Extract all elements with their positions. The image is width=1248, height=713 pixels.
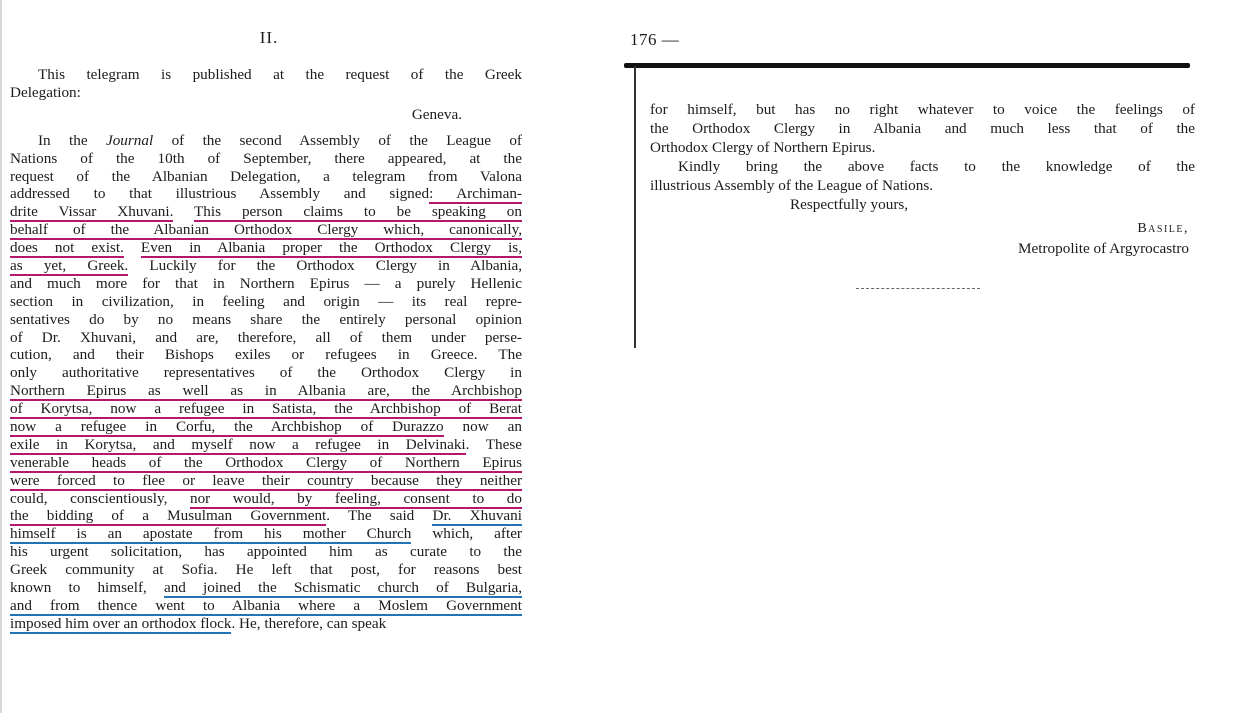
underlined-passage: the bidding of a Musulman Government <box>10 507 327 525</box>
body-line <box>10 382 522 400</box>
body-line: section in civilization, in feeling and origin — its real repre- <box>10 292 522 310</box>
underlined-passage: nor would, by feeling, consent to do <box>189 489 522 507</box>
place-line: Geneva. <box>411 105 462 123</box>
body-line <box>10 472 522 490</box>
body-line: Nations of the 10th of September, there appeared, at the <box>10 149 522 167</box>
body-line: Greek community at Sofia. He left that post, for reasons best <box>10 561 522 579</box>
body-line <box>10 185 522 203</box>
underlined-passage: imposed him over an orthodox flock <box>10 614 232 632</box>
underlined-passage: drite Vissar Xhuvani. <box>10 203 174 221</box>
body-text <box>173 203 194 220</box>
continuation-line: for himself, but has no right whatever to voice the feelings of <box>650 101 1195 118</box>
underlined-passage: : Archiman- <box>429 185 522 203</box>
underlined-passage: Even in Albania proper the Orthodox Clergy is, <box>140 239 522 257</box>
body-line <box>10 400 522 418</box>
request-line: Kindly bring the above facts to the knowledge of the <box>678 158 1195 175</box>
body-line <box>10 615 522 633</box>
underlined-passage: Northern Epirus as well as in Albania are, the Archbishop <box>10 382 522 400</box>
column-rule <box>634 66 636 348</box>
left-column <box>10 28 522 633</box>
underlined-passage: Dr. Xhuvani <box>432 507 522 525</box>
body-line: his urgent solicitation, has appointed him as curate to the <box>10 543 522 561</box>
closing-dash-rule <box>856 288 980 289</box>
body-line <box>10 490 522 508</box>
page-edge <box>0 0 2 713</box>
signature-name: Basile, <box>1137 221 1189 236</box>
signature-title: Metropolite of Argyrocastro <box>1018 240 1189 257</box>
request-line: illustrious Assembly of the League of Nations. <box>650 177 934 194</box>
body-text: known to himself, <box>10 579 164 597</box>
underlined-passage: himself is an apostate from his mother Church <box>10 525 412 543</box>
body-line <box>10 436 522 454</box>
right-column <box>630 30 1196 257</box>
page-number: 176 — <box>630 30 680 49</box>
body-line <box>10 203 522 221</box>
underlined-passage: venerable heads of the Orthodox Clergy of Northern Epirus <box>10 453 522 471</box>
body-line <box>10 579 522 597</box>
continuation-line: Orthodox Clergy of Northern Epirus. <box>650 139 876 156</box>
body-text: . These <box>465 435 522 453</box>
underlined-passage: as yet, Greek. <box>10 257 129 275</box>
telegram-body <box>10 132 522 633</box>
body-line: and much more for that in Northern Epirus — a purely Hellenic <box>10 274 522 292</box>
underlined-passage: and joined the Schismatic church of Bulgaria, <box>163 579 522 597</box>
body-text: of the second Assembly of the League of <box>153 131 522 149</box>
continuation-text <box>650 100 1195 258</box>
body-line: cution, and their Bishops exiles or refugees in Greece. The <box>10 346 522 364</box>
underlined-passage: exile in Korytsa, and myself now a refugee in Delvinaki <box>10 435 466 453</box>
body-line: of Dr. Xhuvani, and are, therefore, all of them under perse- <box>10 328 522 346</box>
body-text: which, after <box>411 525 522 543</box>
journal-title: Journal <box>105 131 154 149</box>
body-line: sentatives do by no means share the entirely personal opinion <box>10 310 522 328</box>
section-title: II. <box>259 28 279 47</box>
body-line <box>10 239 522 257</box>
body-line <box>10 525 522 543</box>
body-text: could, conscientiously, <box>10 489 190 507</box>
underlined-passage: and from thence went to Albania where a Moslem Government <box>10 596 522 614</box>
body-line <box>10 418 522 436</box>
body-line <box>10 454 522 472</box>
body-text: now an <box>443 418 522 436</box>
underlined-passage: now a refugee in Corfu, the Archbishop of Durazzo <box>10 418 444 436</box>
body-text: Luckily for the Orthodox Clergy in Albania, <box>128 257 523 275</box>
header-rule <box>624 63 1190 68</box>
underlined-passage: of Korytsa, now a refugee in Satista, the Archbishop of Berat <box>10 400 522 418</box>
body-line: request of the Albanian Delegation, a telegram from Valona <box>10 167 522 185</box>
intro-line: Delegation: <box>10 83 81 101</box>
body-line <box>10 507 522 525</box>
body-text <box>124 239 141 256</box>
body-text: addressed to that illustrious Assembly and signed <box>10 185 430 203</box>
body-line: only authoritative representatives of the Orthodox Clergy in <box>10 364 522 382</box>
body-line <box>10 257 522 275</box>
body-line <box>10 221 522 239</box>
body-text: In the <box>38 131 106 149</box>
body-text: . He, therefore, can speak <box>231 614 387 632</box>
underlined-passage: This person claims to be speaking on <box>194 203 522 221</box>
intro-line: This telegram is published at the request of the Greek <box>38 66 522 83</box>
body-text: . The said <box>326 507 433 525</box>
underlined-passage: behalf of the Albanian Orthodox Clergy which, canonically, <box>10 221 522 239</box>
body-line <box>10 132 522 150</box>
underlined-passage: does not exist. <box>10 239 124 257</box>
closing-line: Respectfully yours, <box>790 196 909 213</box>
underlined-passage: were forced to flee or leave their country because they neither <box>10 471 522 489</box>
continuation-line: the Orthodox Clergy in Albania and much less that of the <box>650 120 1195 137</box>
body-line <box>10 597 522 615</box>
